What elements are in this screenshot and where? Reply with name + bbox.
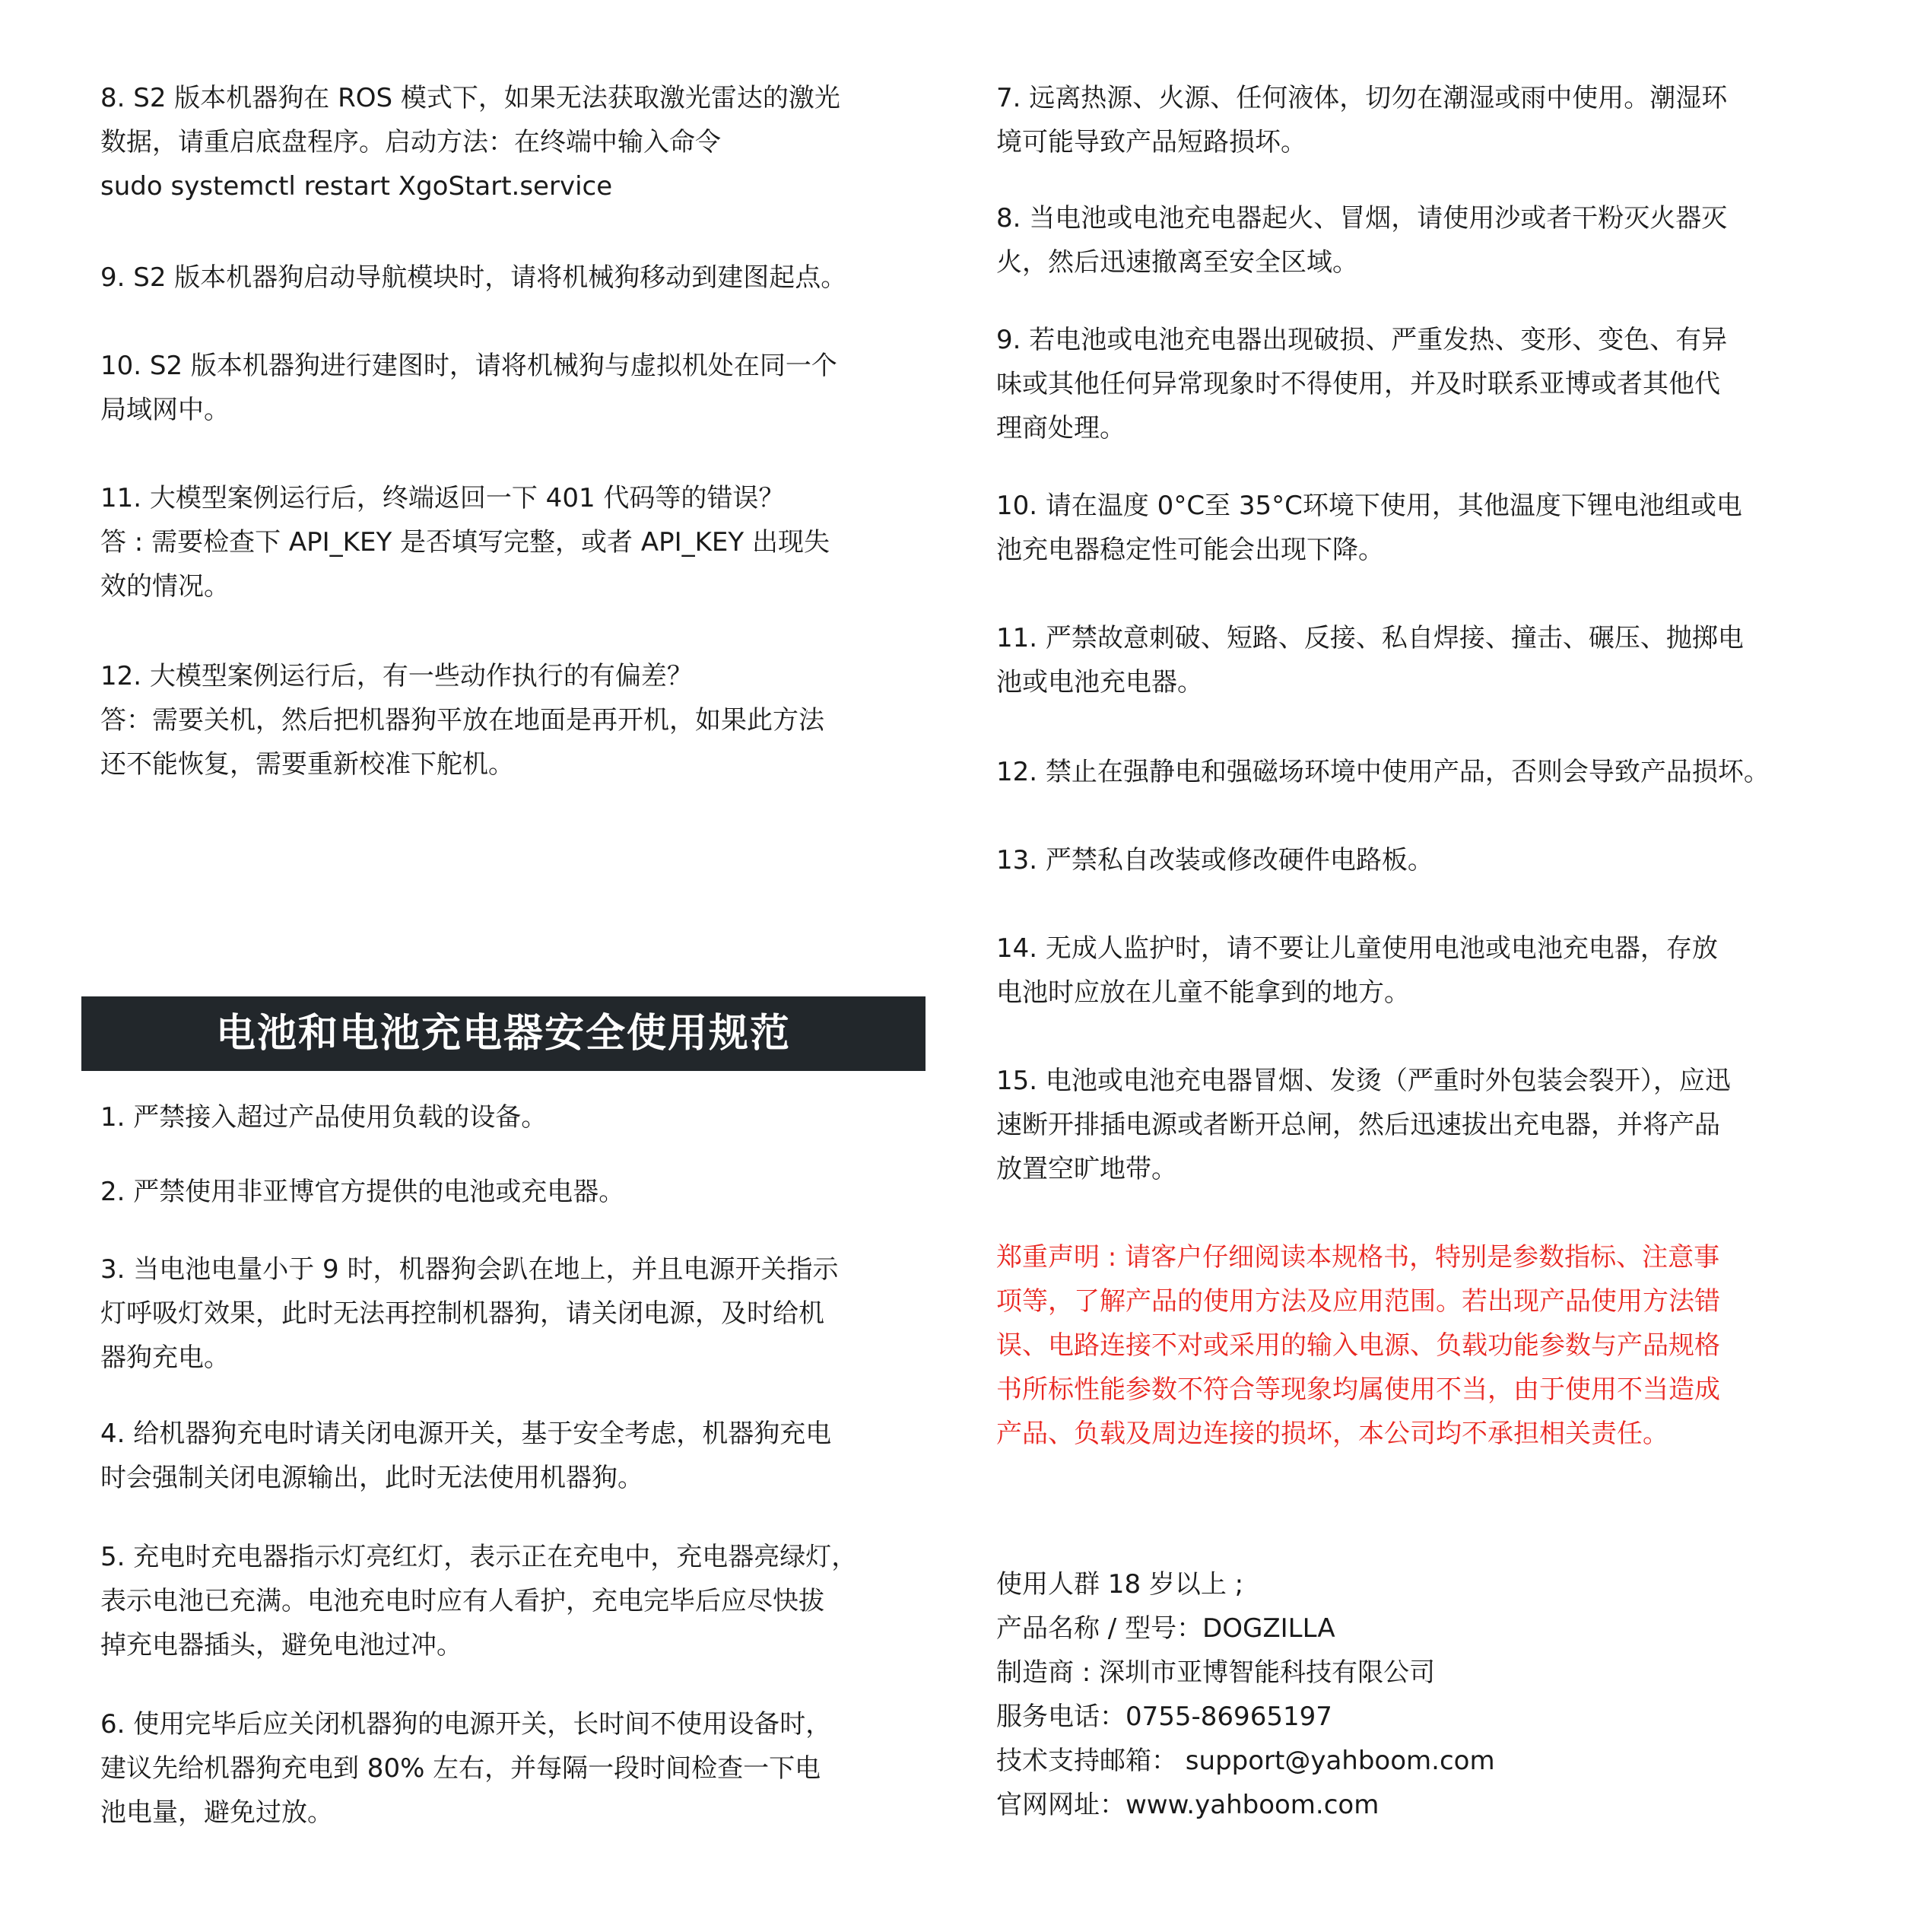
faq-item-line: 效的情况。	[100, 571, 230, 602]
safety-rule	[996, 76, 1848, 164]
product-info-line: 制造商 : 深圳市亚博智能科技有限公司	[996, 1657, 1436, 1688]
faq-item-line: 局域网中。	[100, 395, 230, 425]
safety-rule	[100, 1095, 929, 1139]
faq-item-line: 11. 大模型案例运行后，终端返回一下 401 代码等的错误？	[100, 483, 785, 513]
safety-rule-line: 8. 当电池或电池充电器起火、冒烟，请使用沙或者干粉灭火器灭	[996, 203, 1728, 234]
safety-rule-line: 6. 使用完毕后应关闭机器狗的电源开关，长时间不使用设备时，	[100, 1709, 832, 1740]
safety-rule-line: 12. 禁止在强静电和强磁场环境中使用产品，否则会导致产品损坏。	[996, 757, 1770, 787]
faq-item-line: 答：需要关机，然后把机器狗平放在地面是再开机，如果此方法	[100, 705, 824, 736]
faq-item-line: 8. S2 版本机器狗在 ROS 模式下，如果无法获取激光雷达的激光	[100, 83, 840, 113]
safety-rule	[996, 318, 1848, 450]
faq-item	[100, 344, 929, 432]
safety-rule-line: 池电量，避免过放。	[100, 1797, 333, 1828]
safety-rule-line: 15. 电池或电池充电器冒烟、发烫（严重时外包装会裂开），应迅	[996, 1066, 1731, 1096]
safety-rule	[996, 1059, 1848, 1191]
safety-rule	[100, 1535, 929, 1667]
safety-rule-line: 7. 远离热源、火源、任何液体，切勿在潮湿或雨中使用。潮湿环	[996, 83, 1728, 113]
safety-rule	[996, 926, 1848, 1015]
disclaimer-line: 产品、负载及周边连接的损坏，本公司均不承担相关责任。	[996, 1419, 1668, 1449]
faq-item-line: 答 : 需要检查下 API_KEY 是否填写完整，或者 API_KEY 出现失	[100, 527, 830, 558]
safety-rule-line: 灯呼吸灯效果，此时无法再控制机器狗，请关闭电源，及时给机	[100, 1298, 824, 1329]
product-info-line: 产品名称 / 型号：DOGZILLA	[996, 1613, 1335, 1644]
faq-item-line: 12. 大模型案例运行后，有一些动作执行的有偏差？	[100, 661, 693, 691]
safety-rule-line: 表示电池已充满。电池充电时应有人看护，充电完毕后应尽快拔	[100, 1586, 824, 1616]
disclaimer	[996, 1235, 1848, 1456]
safety-rule-line: 10. 请在温度 0°C至 35°C环境下使用，其他温度下锂电池组或电	[996, 491, 1742, 521]
safety-rule-line: 味或其他任何异常现象时不得使用，并及时联系亚博或者其他代	[996, 369, 1720, 399]
product-info-line: 使用人群 18 岁以上 ;	[996, 1569, 1244, 1600]
safety-rule	[996, 616, 1848, 704]
safety-rule	[100, 1247, 929, 1380]
product-info-line: 技术支持邮箱： support@yahboom.com	[996, 1746, 1495, 1776]
safety-rule-line: 2. 严禁使用非亚博官方提供的电池或充电器。	[100, 1177, 625, 1207]
safety-rule	[100, 1702, 929, 1835]
disclaimer-line: 郑重声明 : 请客户仔细阅读本规格书，特别是参数指标、注意事	[996, 1242, 1720, 1273]
safety-rule-line: 池充电器稳定性可能会出现下降。	[996, 535, 1384, 565]
safety-rule-line: 3. 当电池电量小于 9 时，机器狗会趴在地上，并且电源开关指示	[100, 1254, 839, 1285]
faq-item-line: 数据，请重启底盘程序。启动方法：在终端中输入命令	[100, 127, 721, 157]
safety-rule-line: 11. 严禁故意刺破、短路、反接、私自焊接、撞击、碾压、抛掷电	[996, 623, 1744, 653]
safety-rule	[996, 196, 1848, 284]
disclaimer-line: 误、电路连接不对或采用的输入电源、负载功能参数与产品规格	[996, 1330, 1720, 1361]
safety-rule-line: 火，然后迅速撤离至安全区域。	[996, 247, 1358, 278]
safety-rule-line: 9. 若电池或电池充电器出现破损、严重发热、变形、变色、有异	[996, 325, 1728, 355]
faq-item	[100, 654, 929, 786]
safety-rule-line: 电池时应放在儿童不能拿到的地方。	[996, 977, 1410, 1008]
safety-rule-line: 14. 无成人监护时，请不要让儿童使用电池或电池充电器，存放	[996, 933, 1718, 964]
faq-item-line: sudo systemctl restart XgoStart.service	[100, 171, 613, 202]
safety-rule-line: 建议先给机器狗充电到 80% 左右，并每隔一段时间检查一下电	[100, 1753, 821, 1784]
safety-rule-line: 4. 给机器狗充电时请关闭电源开关，基于安全考虑，机器狗充电	[100, 1419, 832, 1449]
disclaimer-line: 书所标性能参数不符合等现象均属使用不当，由于使用不当造成	[996, 1374, 1720, 1405]
faq-item	[100, 256, 929, 300]
safety-rule-line: 理商处理。	[996, 413, 1126, 443]
safety-rule-line: 池或电池充电器。	[996, 667, 1203, 697]
safety-rule-line: 时会强制关闭电源输出，此时无法使用机器狗。	[100, 1463, 643, 1493]
faq-item	[100, 476, 929, 609]
safety-rule-line: 掉充电器插头，避免电池过冲。	[100, 1630, 462, 1660]
safety-rule-line: 5. 充电时充电器指示灯亮红灯，表示正在充电中，充电器亮绿灯，	[100, 1542, 858, 1572]
safety-rule-line: 速断开排插电源或者断开总闸，然后迅速拔出充电器，并将产品	[996, 1110, 1720, 1140]
safety-rule-line: 放置空旷地带。	[996, 1154, 1177, 1184]
safety-rule-line: 1. 严禁接入超过产品使用负载的设备。	[100, 1102, 548, 1133]
safety-rule	[996, 484, 1848, 572]
product-info-line: 服务电话：0755-86965197	[996, 1702, 1332, 1732]
safety-rule	[996, 838, 1848, 882]
safety-rule	[100, 1412, 929, 1500]
safety-rule-line: 13. 严禁私自改装或修改硬件电路板。	[996, 845, 1434, 875]
safety-rule-line: 器狗充电。	[100, 1343, 230, 1373]
section-title: 电池和电池充电器安全使用规范	[215, 1011, 791, 1057]
disclaimer-line: 项等，了解产品的使用方法及应用范围。若出现产品使用方法错	[996, 1286, 1720, 1317]
faq-item-line: 10. S2 版本机器狗进行建图时，请将机械狗与虚拟机处在同一个	[100, 351, 837, 381]
faq-item-line: 9. S2 版本机器狗启动导航模块时，请将机械狗移动到建图起点。	[100, 262, 847, 293]
safety-rule	[996, 750, 1848, 794]
product-info	[996, 1562, 1848, 1827]
safety-rule-line: 境可能导致产品短路损坏。	[996, 127, 1307, 157]
faq-item	[100, 76, 929, 208]
safety-rule	[100, 1170, 929, 1214]
faq-item-line: 还不能恢复，需要重新校准下舵机。	[100, 749, 514, 780]
product-info-line: 官网网址：www.yahboom.com	[996, 1790, 1380, 1820]
section-banner	[81, 996, 926, 1071]
